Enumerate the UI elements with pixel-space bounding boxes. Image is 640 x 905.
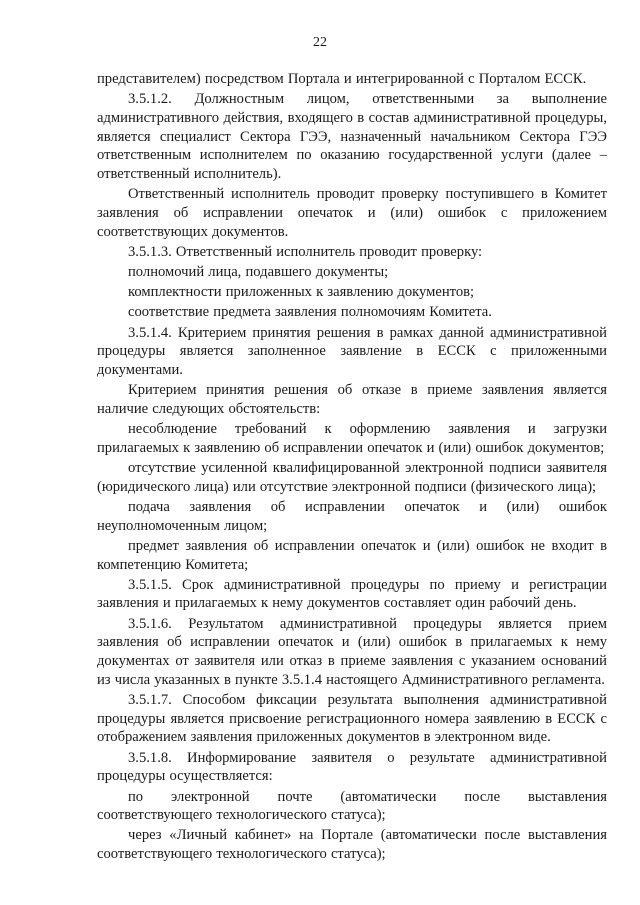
- paragraph: Критерием принятия решения об отказе в приеме заявления является наличие следующих обстоятельств:: [97, 382, 607, 417]
- paragraph: 3.5.1.6. Результатом административной процедуры является прием заявления об исправлении опечаток и (или) ошибок в прилагаемых к нему документах от заявителя или отказ в приеме заявления с указанием оснований из числа указанных в пункте 3.5.1.4 настоящего Административного регламента.: [97, 615, 607, 688]
- paragraph: отсутствие усиленной квалифицированной электронной подписи заявителя (юридического лица) или отсутствие электронной подписи (физического лица);: [97, 460, 607, 495]
- paragraph: 3.5.1.4. Критерием принятия решения в рамках данной административной процедуры является заполненное заявление в ЕССК с приложенными документами.: [97, 324, 607, 379]
- paragraph: через «Личный кабинет» на Портале (автоматически после выставления соответствующего технологического статуса);: [97, 827, 607, 863]
- paragraph: 3.5.1.5. Срок административной процедуры по приему и регистрации заявления и прилагаемых к нему документов составляет один рабочий день.: [97, 576, 607, 612]
- paragraph: представителем) посредством Портала и интегрированной с Порталом ЕССК.: [97, 71, 587, 87]
- paragraph: подача заявления об исправлении опечаток и (или) ошибок неуполномоченным лицом;: [97, 498, 607, 534]
- page-number: 22: [313, 35, 327, 50]
- paragraph: 3.5.1.8. Информирование заявителя о результате административной процедуры осуществляется:: [97, 749, 607, 785]
- paragraph: 3.5.1.7. Способом фиксации результата выполнения административной процедуры является присвоение регистрационного номера заявлению в ЕССК с отображением заявления приложенных документов в электронном виде.: [97, 692, 607, 746]
- paragraph: по электронной почте (автоматически после выставления соответствующего технологического статуса);: [97, 788, 607, 824]
- paragraph: Ответственный исполнитель проводит проверку поступившего в Комитет заявления об исправлении опечаток и (или) ошибок с приложением соответствующих документов.: [97, 186, 607, 240]
- paragraph: 3.5.1.2. Должностным лицом, ответственными за выполнение административного действия, входящего в состав административной процедуры, является специалист Сектора ГЭЭ, назначенный начальником Сектора ГЭЭ ответственным исполнителем по оказанию государственной услуги (далее – ответственный исполнитель).: [97, 91, 607, 183]
- paragraph: полномочий лица, подавшего документы;: [128, 264, 389, 281]
- document-body: [97, 70, 607, 865]
- paragraph: соответствие предмета заявления полномочиям Комитета.: [128, 304, 492, 321]
- paragraph: 3.5.1.3. Ответственный исполнитель проводит проверку:: [128, 243, 483, 260]
- paragraph: несоблюдение требований к оформлению заявления и загрузки прилагаемых к заявлению об исправлении опечаток и (или) ошибок документов;: [97, 421, 607, 456]
- paragraph: предмет заявления об исправлении опечаток и (или) ошибок не входит в компетенцию Комитета;: [97, 537, 607, 573]
- paragraph: комплектности приложенных к заявлению документов;: [128, 284, 475, 301]
